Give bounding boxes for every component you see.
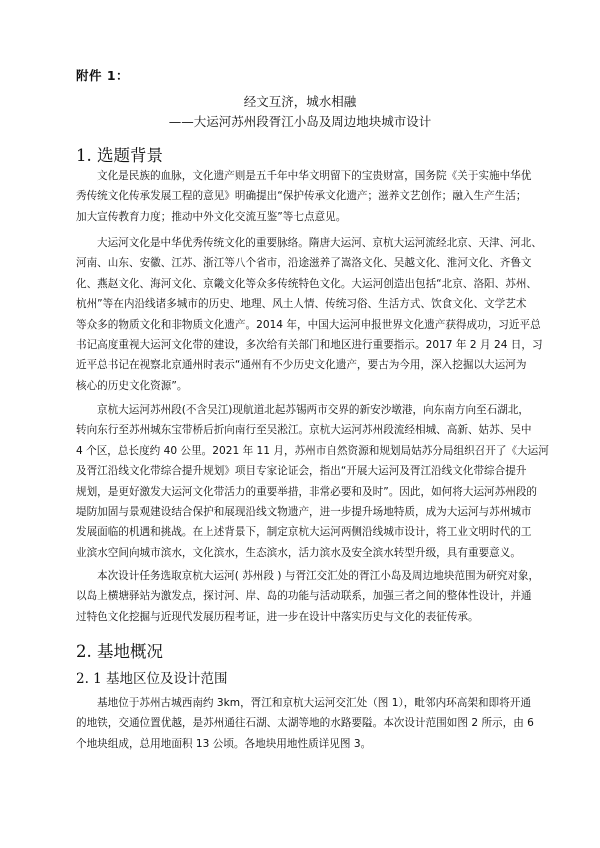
paragraph-location (76, 693, 534, 754)
paragraph-line: 化、燕赵文化、海河文化、京畿文化等众多传统特色文化。大运河创造出包括“北京、洛阳、苏州、 (76, 277, 538, 290)
paragraph-line: 规划，是更好激发大运河文化带活力的重要举措，非常必要和及时”。因此，如何将大运河苏州段的 (76, 485, 538, 498)
annex-label: 附件 1： (76, 68, 130, 83)
paragraph-line: 发展面临的机遇和挑战。在上述背景下，制定京杭大运河两侧沿线城市设计，将工业文明时代的工 (76, 526, 532, 539)
document-title: 经文互济，城水相融 (243, 94, 357, 109)
paragraph-background-1 (76, 166, 532, 227)
paragraph-line: 的地铁，交通位置优越，是苏州通往石湖、太湖等地的水路要隘。本次设计范围如图 2 所示，由 6 (76, 717, 534, 730)
paragraph-line: 河南、山东、安徽、江苏、浙江等八个省市，沿途滋养了嵩洛文化、吴越文化、淮河文化、齐鲁文 (76, 257, 532, 270)
paragraph-line: 及胥江沿线文化带综合提升规划》项目专家论证会，指出“开展大运河及胥江沿线文化带综合提升 (76, 465, 527, 478)
paragraph-line: 转向东行至苏州城东宝带桥后折向南行至吴淞江。京杭大运河苏州段流经相城、高新、姑苏、吴中 (76, 424, 532, 437)
section-heading-background: 1. 选题背景 (76, 146, 163, 165)
paragraph-line: 杭州”等在内沿线诸多城市的历史、地理、风土人情、传统习俗、生活方式、饮食文化、文学艺术 (76, 298, 527, 311)
paragraph-line: 加大宣传教育力度；推动中外文化交流互鉴”等七点意见。 (76, 210, 347, 223)
paragraph-background-2 (76, 233, 543, 396)
paragraph-line: 大运河文化是中华优秀传统文化的重要脉络。隋唐大运河、京杭大运河流经北京、天津、河北、 (97, 237, 542, 249)
paragraph-line: 秀传统文化传承发展工程的意见》明确提出“保护传承文化遗产；滋养文艺创作；融入生产生活； (76, 190, 527, 203)
paragraph-line: 4 个区，总长度约 40 公里。2021 年 11 月，苏州市自然资源和规划局姑苏分局组织召开了《大运河 (76, 444, 549, 457)
paragraph-line: 文化是民族的血脉，文化遗产则是五千年中华文明留下的宝贵财富，国务院《关于实施中华优 (97, 170, 532, 182)
document-subtitle: ——大运河苏州段胥江小岛及周边地块城市设计 (168, 114, 432, 129)
paragraph-line: 核心的历史文化资源”。 (76, 379, 188, 392)
paragraph-line: 基地位于苏州古城西南约 3km，胥江和京杭大运河交汇处（图 1），毗邻内环高架和即将开通 (97, 697, 531, 709)
paragraph-line: 业滨水空间向城市滨水，文化滨水，生态滨水，活力滨水及安全滨水转型升级，具有重要意义。 (76, 546, 521, 559)
subsection-heading-location: 2. 1 基地区位及设计范围 (76, 671, 228, 687)
section-heading-site: 2. 基地概况 (76, 642, 163, 661)
paragraph-line: 个地块组成，总用地面积 13 公顷。各地块用地性质详见图 3。 (76, 737, 372, 750)
paragraph-line: 本次设计任务选取京杭大运河( 苏州段 ) 与胥江交汇处的胥江小岛及周边地块范围为研究对象， (97, 570, 540, 582)
paragraph-background-3 (76, 400, 549, 563)
paragraph-line: 以岛上横塘驿站为激发点，探讨河、岸、岛的功能与活动联系，加强三者之间的整体性设计，并通 (76, 590, 532, 603)
paragraph-line: 书记高度重视大运河文化带的建设，多次给有关部门和地区进行重要指示。2017 年 2 月 24 日，习 (76, 339, 543, 352)
paragraph-line: 过特色文化挖掘与近现代发展历程考证，进一步在设计中落实历史与文化的表征传承。 (76, 610, 479, 623)
paragraph-line: 等众多的物质文化和非物质文化遗产。2014 年，中国大运河申报世界文化遗产获得成功，习近平总 (76, 318, 541, 331)
paragraph-line: 近平总书记在视察北京通州时表示“通州有不少历史文化遗产，要古为今用，深入挖掘以大运河为 (76, 359, 527, 372)
paragraph-line: 京杭大运河苏州段(不含吴江)现航道北起苏锡两市交界的新安沙墩港，向东南方向至石湖北， (97, 404, 530, 416)
paragraph-line: 堤防加固与景观建设结合保护和展现沿线文物遗产，进一步提升场地特质，成为大运河与苏州城市 (76, 506, 532, 519)
paragraph-background-4 (76, 566, 540, 627)
